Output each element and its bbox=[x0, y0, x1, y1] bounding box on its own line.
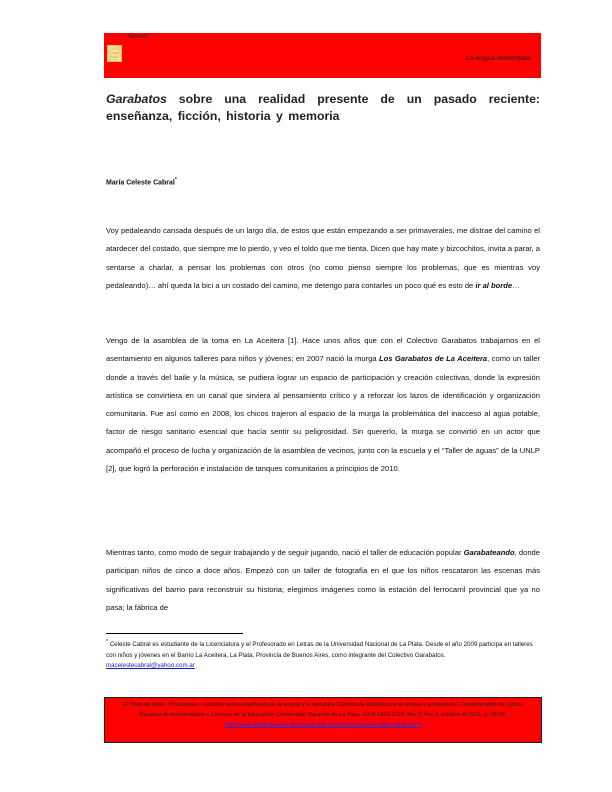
paragraph-2-emphasis: Los Garabatos de La Aceitera bbox=[378, 354, 488, 364]
paragraph-1 bbox=[106, 222, 540, 295]
author-text: María Celeste Cabral bbox=[106, 179, 175, 187]
footnote bbox=[106, 637, 540, 672]
citation-footer-box bbox=[104, 697, 542, 743]
section-name: La lengua desbordada bbox=[466, 55, 531, 62]
paragraph-2-text: Vengo de la asamblea de la toma en La Aceitera [1]. Hace unos años que con el Colectivo Garabatos trabajamos en el asentamiento en algunos talleres para niños y jóvenes; en 2007 nació la murga bbox=[106, 336, 540, 364]
author-name bbox=[106, 177, 177, 186]
footnote-divider bbox=[106, 633, 243, 634]
section-label: Sección bbox=[128, 34, 150, 40]
author-email-link[interactable]: macelestecabral@yahoo.com.ar bbox=[106, 662, 195, 670]
paragraph-2 bbox=[106, 332, 540, 478]
paragraph-1-text: Voy pedaleando cansada después de un largo día, de estos que están empezando a ser primaverales, me distrae del camino el atardecer del costado, que siempre me lo pierdo, y veo el toldo que me tienta. Dicen que hay mate y bizcochitos, invita a parar, a sentarse a charlar, a pensar los problemas con otros (no como pienso siempre los problemas, que es mientras voy pedaleando)… ahí queda la bici a un costado del camino, me detengo para contarles un poco qué es esto de bbox=[106, 226, 540, 290]
article-title-rest: sobre una realidad presente de un pasado reciente: enseñanza, ficción, historia y memoria bbox=[106, 92, 540, 123]
paragraph-3 bbox=[106, 544, 540, 617]
article-url-link[interactable]: http://www.eltoldodeastier.fahce.unlp.edu.ar/numeros/numero-3/ltd-cabral-nro-3 bbox=[224, 722, 422, 728]
author-footnote-mark[interactable]: * bbox=[174, 177, 177, 183]
journal-logo-icon bbox=[107, 45, 122, 62]
article-title bbox=[106, 91, 540, 125]
paragraph-3-end: , donde participan niños de cinco a doce años. Empezó con un taller de fotografía en el que los niños rescataron las escenas más significativas del barrio para reconstruir su historia; elegimos imágenes como la estación del ferrocarril provincial que ya no pasa; la fábrica de bbox=[106, 548, 540, 612]
paragraph-2-end: , como un taller donde a través del baile y la música, se pudiera lograr un espacio de participación y creación colectivas, donde la expresión artística se convirtiera en un canal que sirviera al pensamiento crítico y a reforzar los lazos de identificación y organización comunitaria. Fue así como en 2008, los chicos trajeron al espacio de la murga la problemática del inacceso al agua potable, factor de riesgo sanitario esencial que hacía sentir su peligrosidad. Sin quererlo, la murga se convirtió en un actor que acompañó el proceso de lucha y organización de la asamblea de vecinos, junto con la escuela y el “Taller de aguas” de la UNLP [2], que logró la perforación e instalación de tanques comunitarios a principios de 2010. bbox=[106, 354, 540, 474]
footnote-text: Celeste Cabral es estudiante de la Licenciatura y el Profesorado en Letras de la Universidad Nacional de La Plata. Desde el año 2009 participa en talleres con niños y jóvenes en el Barrio La Aceitera, La Plata, Provincia de Buenos Aires, como integrante del Colectivo Garabatos. bbox=[106, 641, 533, 659]
paragraph-1-end: … bbox=[512, 280, 520, 290]
section-header-band bbox=[104, 33, 541, 78]
citation-text: El Toldo de Astier. Propuestas y estudios sobre enseñanza de la lengua y la literatura. Cátedra de Didáctica de la lengua y la literatura I. Departamento de Letras. Facultad de Humanidades y Ciencias de la Educación. Universidad Nacional de La Plata. ISSN 1853-3124. Año 2, Nro.3, octubre de 2011. p. 38-50. bbox=[122, 702, 524, 718]
article-title-italic: Garabatos bbox=[106, 92, 167, 106]
paragraph-3-emphasis: Garabateando bbox=[463, 548, 515, 557]
footnote-mark: * bbox=[106, 639, 108, 645]
paragraph-1-emphasis: ir al borde bbox=[475, 280, 513, 290]
paragraph-3-text: Mientras tanto, como modo de seguir trabajando y de seguir jugando, nació el taller de educación popular bbox=[106, 548, 464, 557]
